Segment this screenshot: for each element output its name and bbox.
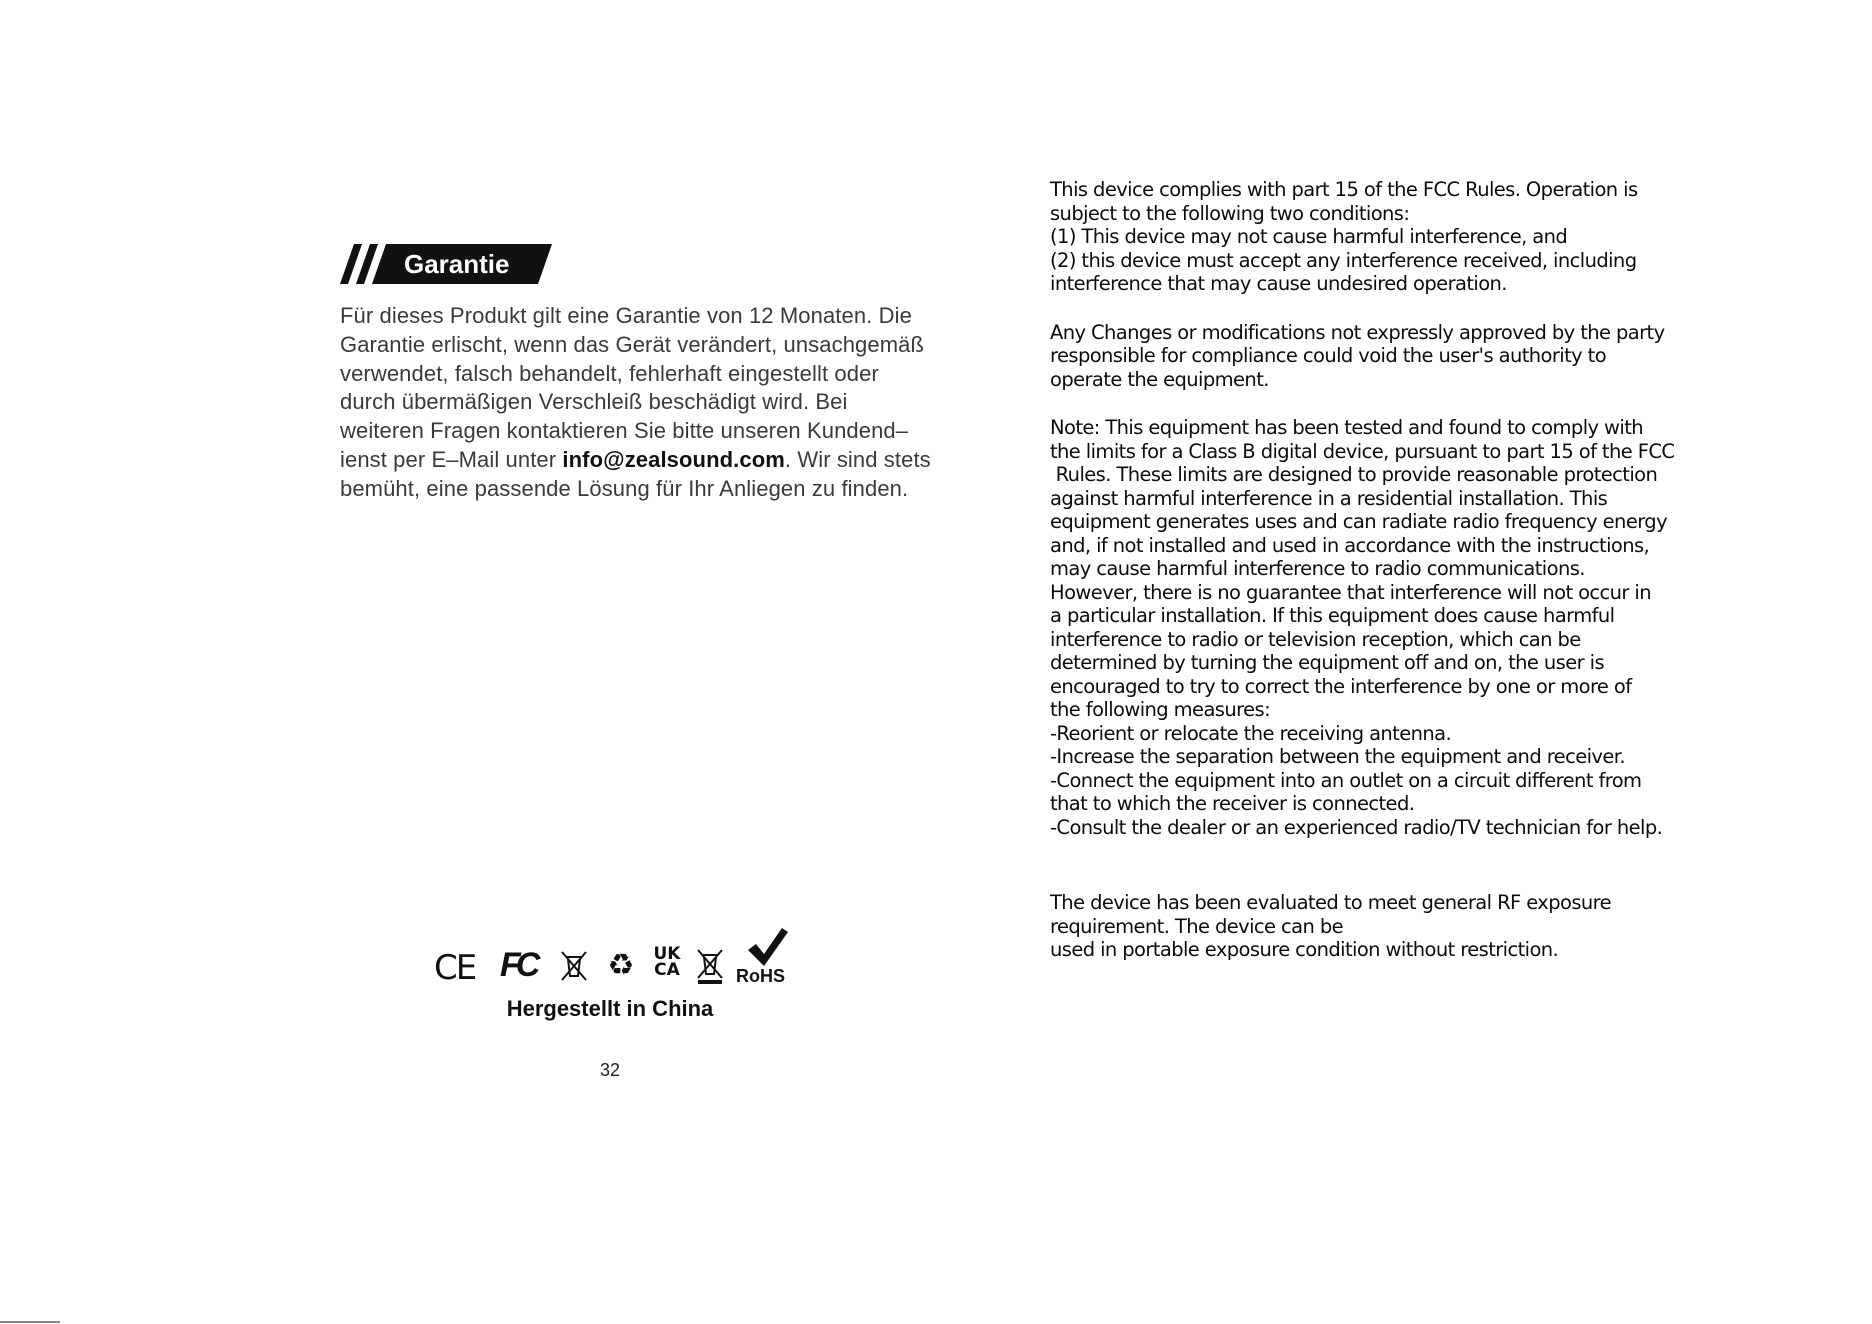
warranty-line: Garantie erlischt, wenn das Gerät verändert, unsachgemäß [340,331,925,357]
fcc-compliance-paragraph: This device complies with part 15 of the FCC Rules. Operation is subject to the following two conditions: (1) This device may not cause harmful interference, and (2) this device must accept any interference received, including interference that may cause undesired operation. [1050,178,1638,295]
ce-mark-icon: CE [434,948,476,988]
weee-crossed-bin-icon [560,950,588,987]
section-heading [340,244,552,284]
class-b-note-paragraph: Note: This equipment has been tested and found to comply with the limits for a Class B digital device, pursuant to part 15 of the FCC Rules. These limits are designed to provide reasonable protection against harmful interference in a residential installation. This equipment generates uses and can radiate radio frequency energy and, if not installed and used in accordance with the instructions, may cause harmful interference to radio communications. However, there is no guarantee that interference will not occur in a particular installation. If this equipment does cause harmful interference to radio or television reception, which can be determined by turning the equipment off and on, the user is encouraged to try to correct the interference by one or more of the following measures: -Reorient or relocate the receiving antenna. -Increase the separation between the equipment and receiver. -Connect the equipment into an outlet on a circuit different from that to which the receiver is connected. -Consult the dealer or an experienced radio/TV technician for help. [1050,416,1675,839]
modifications-paragraph: Any Changes or modifications not expressly approved by the party responsible for compliance could void the user's authority to operate the equipment. [1050,320,1665,391]
warranty-line: verwendet, falsch behandelt, fehlerhaft eingestellt oder [340,360,879,386]
support-email: info@zealsound.com [562,446,785,472]
warranty-line: weiteren Fragen kontaktieren Sie bitte unseren Kundend– [340,418,909,444]
svg-text:♻: ♻ [607,948,635,980]
page-number: 32 [599,1060,621,1080]
warranty-text [340,302,940,504]
warranty-line: bemüht, eine passende Lösung für Ihr Anliegen zu finden. [340,475,909,501]
warranty-line-part: ienst per E–Mail unter [340,446,563,472]
rf-exposure-paragraph: The device has been evaluated to meet general RF exposure requirement. The device can be used in portable exposure condition without restriction. [1050,891,1612,961]
certification-marks [434,928,794,992]
warranty-line: Für dieses Produkt gilt eine Garantie von 12 Monaten. Die [340,303,912,328]
made-in-label: Hergestellt in China [506,996,714,1021]
bottom-rule [0,1321,60,1323]
right-page [1050,178,1770,962]
weee-crossed-bin-icon [696,948,724,989]
warranty-line-part: . Wir sind stets [784,446,931,472]
rohs-checkmark-icon: RoHS [736,928,792,992]
warranty-line: durch übermäßigen Verschleiß beschädigt wird. Bei [340,389,848,415]
fcc-mark-icon: FC [500,946,536,984]
ukca-mark-icon: UK CA [653,944,681,980]
warranty-line [340,446,940,475]
heading-label: Garantie [404,249,510,279]
recycle-icon [606,948,636,985]
